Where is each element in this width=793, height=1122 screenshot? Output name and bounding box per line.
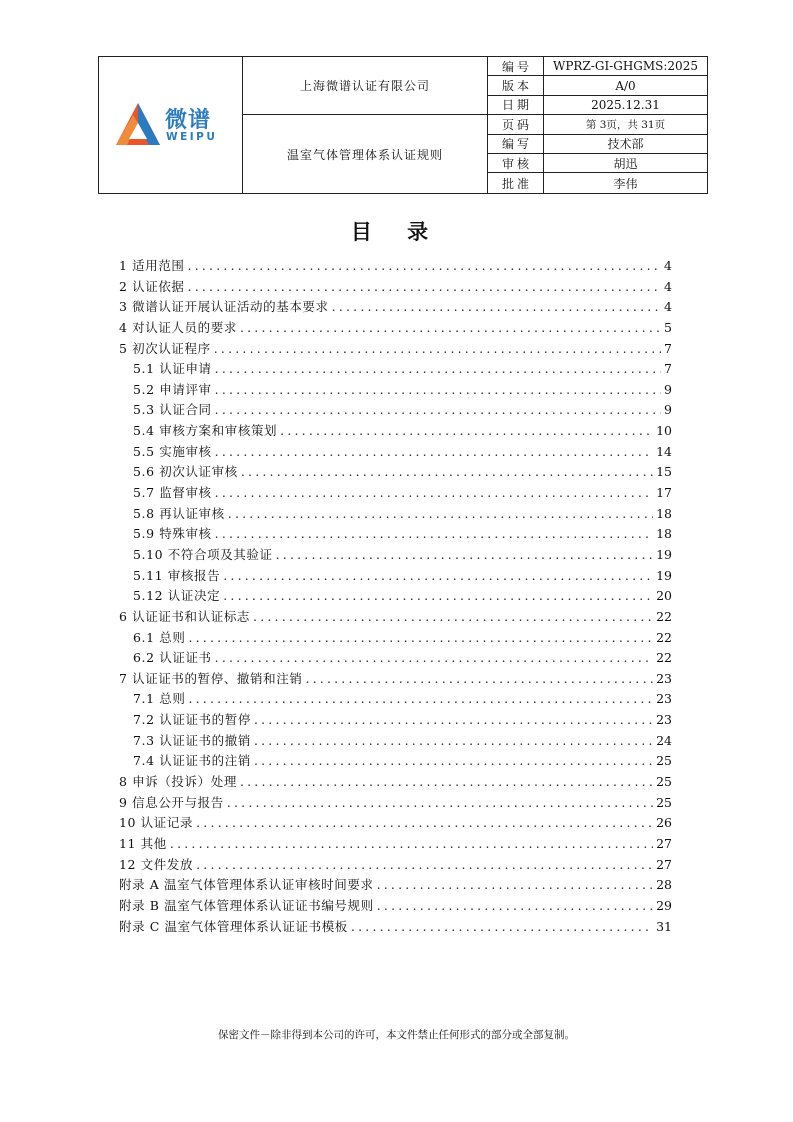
toc-entry-label: 8 申诉（投诉）处理: [119, 774, 237, 790]
toc-entry-page: 29: [656, 897, 672, 913]
logo-text-en: WEIPU: [166, 131, 218, 143]
toc-dot-leader: [254, 753, 653, 768]
toc-dot-leader: [228, 506, 653, 521]
toc-entry-label: 5.3 认证合同: [133, 402, 212, 418]
meta-key: 批准: [488, 173, 544, 192]
toc-dot-leader: [188, 279, 661, 294]
toc-title: 目 录: [350, 219, 443, 244]
toc-entry-label: 附录 A 温室气体管理体系认证审核时间要求: [119, 877, 374, 893]
toc-entry-label: 6 认证证书和认证标志: [119, 608, 251, 624]
toc-entry-page: 26: [656, 815, 672, 831]
toc-entry-label: 7.4 认证证书的注销: [133, 753, 251, 769]
meta-value: A/0: [615, 78, 636, 93]
toc-dot-leader: [227, 795, 653, 810]
toc-dot-leader: [253, 609, 653, 624]
toc-entry[interactable]: [119, 256, 672, 277]
toc-entry[interactable]: [119, 318, 672, 339]
toc-dot-leader: [215, 361, 661, 376]
toc-dot-leader: [215, 650, 653, 665]
toc-entry[interactable]: [119, 731, 672, 752]
toc-entry-page: 23: [656, 712, 672, 728]
toc-dot-leader: [377, 898, 653, 913]
toc-entry-page: 28: [656, 877, 672, 893]
toc-entry-page: 4: [664, 299, 672, 315]
toc-entry-page: 20: [656, 588, 672, 604]
toc-entry[interactable]: [119, 793, 672, 814]
toc-dot-leader: [196, 857, 653, 872]
toc-dot-leader: [196, 815, 653, 830]
toc-entry-label: 5.2 申请评审: [133, 381, 212, 397]
toc-entry[interactable]: [119, 524, 672, 545]
toc-dot-leader: [215, 444, 653, 459]
toc-entry-label: 5.1 认证申请: [133, 361, 212, 377]
toc-dot-leader: [223, 568, 653, 583]
toc-entry-page: 18: [656, 526, 672, 542]
toc-dot-leader: [215, 382, 661, 397]
toc-entry[interactable]: [119, 710, 672, 731]
toc-dot-leader: [332, 299, 661, 314]
company-logo: [113, 101, 231, 151]
toc-entry[interactable]: [119, 566, 672, 587]
toc-entry-label: 5.7 监督审核: [133, 485, 212, 501]
meta-table: [488, 57, 707, 193]
meta-value: 李伟: [613, 176, 638, 191]
toc-entry-label: 9 信息公开与报告: [119, 794, 224, 810]
meta-value: WPRZ-GI-GHGMS:2025: [553, 59, 698, 74]
toc-entry[interactable]: [119, 359, 672, 380]
meta-row: [488, 57, 707, 76]
toc-entry-page: 10: [656, 423, 672, 439]
toc-entry[interactable]: [119, 545, 672, 566]
toc-entry[interactable]: [119, 875, 672, 896]
toc-entry[interactable]: [119, 772, 672, 793]
toc-dot-leader: [215, 526, 653, 541]
toc-dot-leader: [188, 691, 653, 706]
toc-entry-page: 27: [656, 835, 672, 851]
meta-row: [488, 154, 707, 173]
meta-row: [488, 115, 707, 134]
confidentiality-footer: 保密文件－除非得到本公司的许可，本文件禁止任何形式的部分或全部复制。: [218, 1029, 575, 1041]
meta-row: [488, 135, 707, 154]
toc-entry[interactable]: [119, 648, 672, 669]
toc-entry-label: 7.1 总则: [133, 691, 186, 707]
toc-entry-label: 3 微谱认证开展认证活动的基本要求: [119, 299, 329, 315]
toc-dot-leader: [170, 836, 653, 851]
toc-entry-page: 4: [664, 258, 672, 273]
toc-entry-label: 6.2 认证证书: [133, 650, 212, 666]
toc-entry[interactable]: [119, 855, 672, 876]
toc-entry-page: 9: [664, 402, 672, 418]
company-name: 上海微谱认证有限公司: [243, 57, 488, 115]
toc-entry[interactable]: [119, 462, 672, 483]
toc-dot-leader: [240, 774, 653, 789]
toc-entry-page: 19: [656, 567, 672, 583]
toc-entry[interactable]: [119, 483, 672, 504]
toc-entry-page: 22: [656, 608, 672, 624]
meta-key: 日期: [488, 96, 544, 114]
toc-entry[interactable]: [119, 297, 672, 318]
toc-dot-leader: [215, 402, 661, 417]
meta-row: [488, 96, 707, 115]
toc-entry[interactable]: [119, 277, 672, 298]
meta-value: 胡迅: [613, 156, 638, 171]
toc-dot-leader: [240, 320, 661, 335]
toc-dot-leader: [188, 258, 661, 273]
toc-entry-label: 5.5 实施审核: [133, 443, 212, 459]
toc-entry-page: 24: [656, 732, 672, 748]
toc-entry-page: 31: [656, 918, 672, 934]
toc-dot-leader: [214, 341, 661, 356]
toc-entry-label: 5.12 认证决定: [133, 588, 221, 604]
toc-entry-label: 7 认证证书的暂停、撤销和注销: [119, 670, 303, 686]
toc-entry-label: 7.3 认证证书的撤销: [133, 732, 251, 748]
toc-entry[interactable]: [119, 607, 672, 628]
toc-entry-page: 22: [656, 629, 672, 645]
toc-entry-label: 附录 B 温室气体管理体系认证证书编号规则: [119, 897, 374, 913]
meta-value: 技术部: [607, 137, 644, 152]
toc-entry-label: 5.8 再认证审核: [133, 505, 225, 521]
document-title: 温室气体管理体系认证规则: [243, 115, 488, 193]
toc-entry-page: 25: [656, 753, 672, 769]
toc-entry-label: 5 初次认证程序: [119, 340, 211, 356]
toc-dot-leader: [223, 588, 653, 603]
toc-entry-page: 5: [664, 319, 672, 335]
toc-entry[interactable]: [119, 380, 672, 401]
meta-key: 版本: [488, 76, 544, 94]
toc-entry-page: 22: [656, 650, 672, 666]
toc-dot-leader: [377, 877, 654, 892]
toc-dot-leader: [215, 485, 653, 500]
toc-entry[interactable]: [119, 669, 672, 690]
toc-entry[interactable]: [119, 442, 672, 463]
logo-mark-icon: [113, 101, 163, 151]
meta-key: 编写: [488, 135, 544, 153]
toc-entry-page: 23: [656, 691, 672, 707]
toc-dot-leader: [254, 712, 653, 727]
meta-row: [488, 173, 707, 192]
meta-key: 编号: [488, 57, 544, 75]
logo-text-cn: 微谱: [165, 108, 212, 133]
toc-entry[interactable]: [119, 813, 672, 834]
toc-entry-label: 11 其他: [119, 835, 167, 851]
meta-value: 2025.12.31: [591, 97, 660, 112]
toc-entry-label: 5.9 特殊审核: [133, 526, 212, 542]
meta-key: 页码: [488, 115, 544, 133]
toc-dot-leader: [254, 733, 653, 748]
toc-dot-leader: [351, 919, 653, 934]
toc-entry[interactable]: [119, 751, 672, 772]
toc-entry-label: 6.1 总则: [133, 629, 186, 645]
toc-dot-leader: [241, 464, 653, 479]
table-of-contents: [119, 256, 672, 937]
toc-entry-page: 4: [664, 278, 672, 294]
meta-key: 审核: [488, 154, 544, 172]
toc-dot-leader: [305, 671, 653, 686]
toc-dot-leader: [188, 630, 653, 645]
toc-dot-leader: [276, 547, 653, 562]
toc-dot-leader: [280, 423, 653, 438]
toc-entry-page: 19: [656, 546, 672, 562]
toc-entry-label: 12 文件发放: [119, 856, 194, 872]
toc-entry[interactable]: [119, 504, 672, 525]
toc-entry-page: 27: [656, 856, 672, 872]
toc-entry[interactable]: [119, 339, 672, 360]
toc-entry-label: 2 认证依据: [119, 278, 185, 294]
toc-entry[interactable]: [119, 586, 672, 607]
toc-entry-label: 10 认证记录: [119, 815, 194, 831]
toc-entry[interactable]: [119, 421, 672, 442]
toc-entry-label: 1 适用范围: [119, 258, 185, 273]
toc-entry-page: 7: [664, 340, 672, 356]
toc-entry-label: 5.10 不符合项及其验证: [133, 546, 273, 562]
toc-entry[interactable]: [119, 628, 672, 649]
toc-entry-page: 25: [656, 774, 672, 790]
toc-entry-label: 7.2 认证证书的暂停: [133, 712, 251, 728]
toc-entry[interactable]: [119, 917, 672, 938]
meta-row: [488, 76, 707, 95]
document-header-table: [98, 56, 708, 194]
toc-entry-page: 14: [656, 443, 672, 459]
toc-entry-page: 15: [656, 464, 672, 480]
toc-entry-page: 7: [664, 361, 672, 377]
toc-entry-label: 4 对认证人员的要求: [119, 319, 237, 335]
toc-entry-label: 5.11 审核报告: [133, 567, 221, 583]
toc-entry-label: 附录 C 温室气体管理体系认证证书模板: [119, 918, 348, 934]
toc-entry[interactable]: [119, 689, 672, 710]
toc-entry[interactable]: [119, 400, 672, 421]
toc-entry-label: 5.6 初次认证审核: [133, 464, 238, 480]
toc-entry-label: 5.4 审核方案和审核策划: [133, 423, 278, 439]
toc-entry-page: 25: [656, 794, 672, 810]
toc-entry[interactable]: [119, 896, 672, 917]
logo-cell: [99, 57, 243, 193]
toc-entry-page: 9: [664, 381, 672, 397]
toc-entry-page: 23: [656, 670, 672, 686]
meta-value: 第 3页，共 31页: [585, 118, 666, 131]
toc-entry-page: 18: [656, 505, 672, 521]
toc-entry[interactable]: [119, 834, 672, 855]
toc-entry-page: 17: [656, 485, 672, 501]
